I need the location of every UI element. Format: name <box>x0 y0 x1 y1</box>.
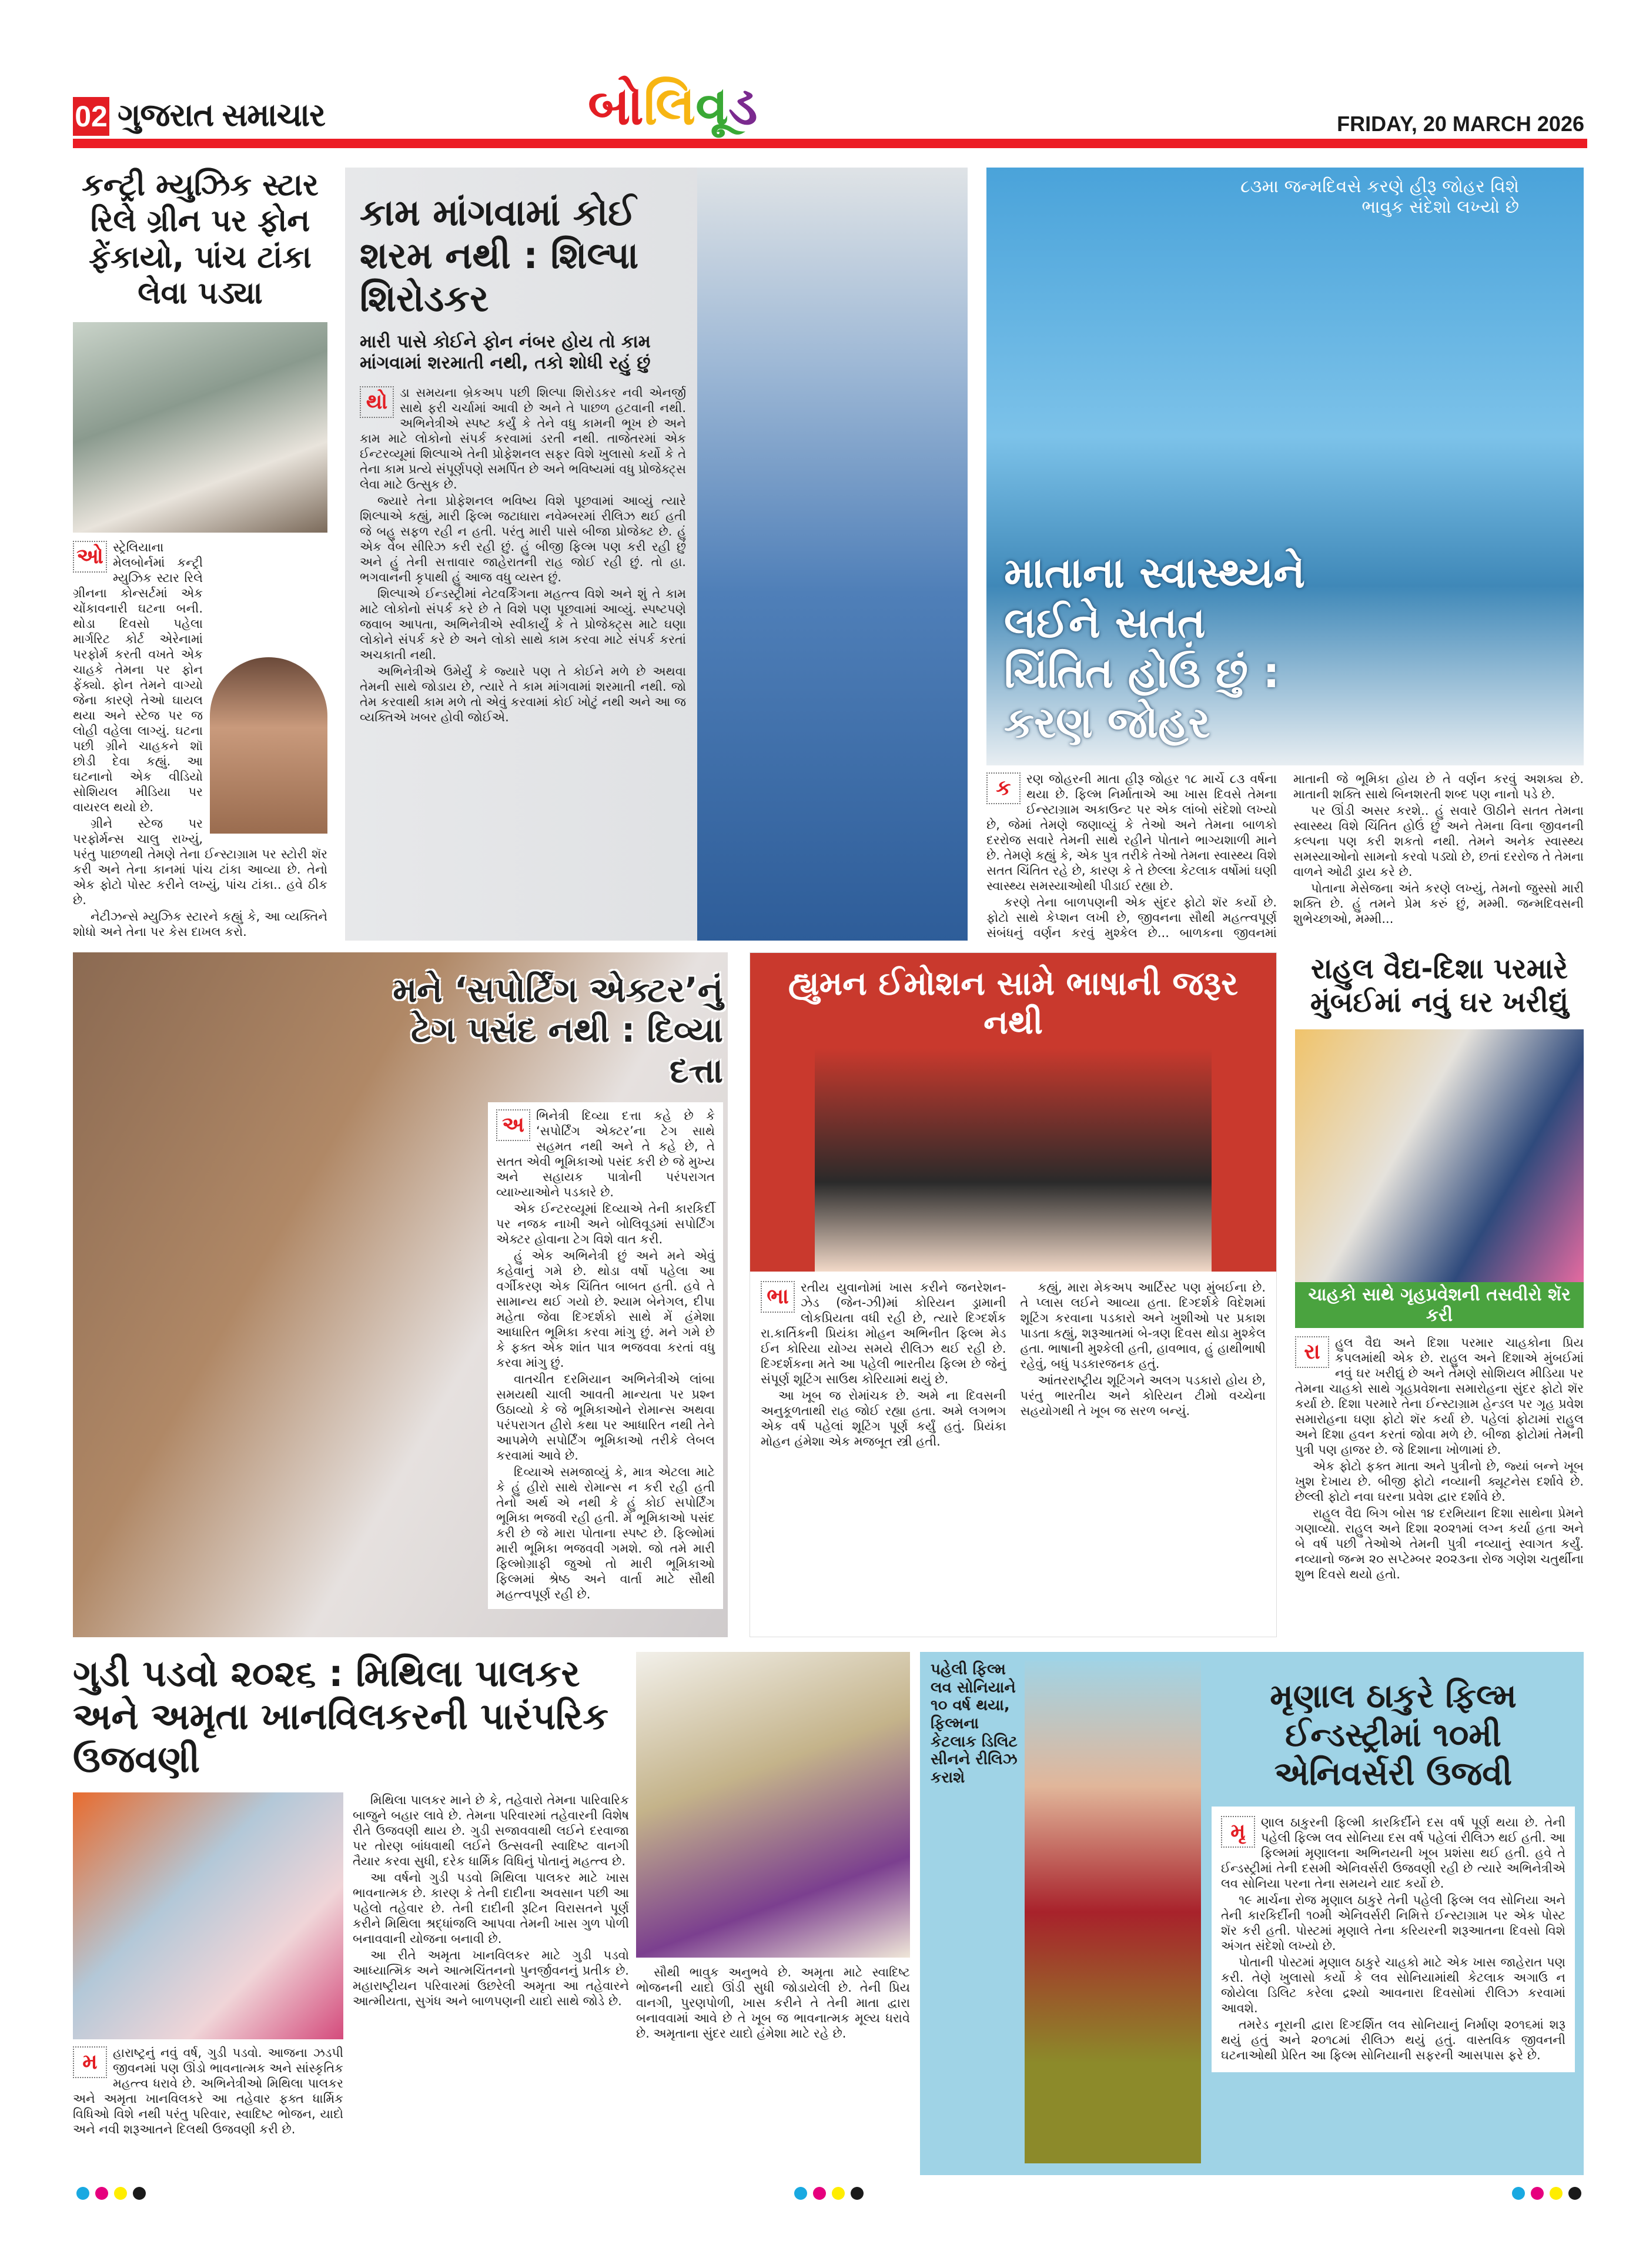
paragraph: હું એક અભિનેત્રી છું અને મને એવું કહેવાનું ગમે છે. થોડા વર્ષો પહેલા આ વર્ગીકરણ એક ચિંતિત બાબત હતી. હવે તે સામાન્ય થઈ ગયો છે. શ્યામ બેનેગલ, દીપા મહેતા જેવા દિગ્દર્શકો સાથે મેં હંમેશા આધારિત ભૂમિકા કરવા માંગુ છું. મને ગમે છે કે ફક્ત એક શાંત પાત્ર ભજવવા કરતાં વધુ કરવા માંગુ છું. <box>496 1249 715 1370</box>
drop-cap: ઓ <box>73 541 107 573</box>
paragraph: મિથિલા પાલકર માને છે કે, તહેવારો તેમના પારિવારિક બાજુને બહાર લાવે છે. તેમના પરિવારમાં તહેવારની વિશેષ રીતે ઉજવણી થાય છે. ગુડી સજાવવાથી લઈને દરવાજા પર તોરણ બાંધવાથી લઈને ઉત્સવની સ્વાદિષ્ટ વાનગી તૈયાર કરવા સુધી, દરેક ધાર્મિક વિધિનું પોતાનું મહત્ત્વ છે. <box>353 1793 629 1869</box>
paragraph: પોતાની પોસ્ટમાં મૃણાલ ઠાકુરે ચાહકો માટે એક ખાસ જાહેરાત પણ કરી. તેણે ખુલાસો કર્યો કે લવ સોનિયામાંથી કેટલાક અગાઉ ન જોયેલા ડિલિટ કરેલા દ્રશ્યો આવનારા દિવસોમાં રીલિઝ કરવામાં આવશે. <box>1221 1955 1565 2016</box>
mithila-palkar-photo <box>73 1792 343 2039</box>
article-body <box>73 2045 343 2138</box>
newspaper-name: ગુજરાત સમાચાર <box>118 98 325 133</box>
drop-cap: અ <box>496 1109 530 1141</box>
logo-letter: બો <box>588 77 644 136</box>
cast-figures <box>815 1048 1212 1272</box>
registration-dot <box>813 2187 826 2200</box>
paragraph: કરણે તેના બાળપણની એક સુંદર ફોટો શૅર કર્યો છે. ફોટો સાથે કેપ્શન લખી છે, જીવનના સૌથી મહત્ત્વપૂર્ણ સંબંધનું વર્ણન કરવું મુશ્કેલ છે... બાળકના જીવનમાં માતાની જે ભૂમિકા હોય છે તે વર્ણન કરવું અશક્ય છે. માતાની શક્તિ સાથે બિનશરતી શબ્દ પણ નાનો પડે છે. <box>986 772 1584 940</box>
gudi-column-right <box>636 1652 910 2175</box>
header-rule <box>73 139 1587 148</box>
article-karan-johar <box>986 168 1584 941</box>
registration-marks <box>1512 2187 1581 2200</box>
article-divya-dutta <box>73 952 728 1637</box>
article-mrunal-thakur <box>920 1652 1584 2175</box>
article-body <box>750 1272 1276 1457</box>
paragraph: એક ફોટો ફક્ત માતા અને પુત્રીનો છે, જ્યાં બન્ને ખૂબ ખુશ દેખાય છે. બીજી ફોટો નવ્યાની ક્યૂટનેસ દર્શાવે છે. છેલ્લી ફોટો નવા ઘરના પ્રવેશ દ્વાર દર્શાવે છે. <box>1295 1459 1584 1504</box>
registration-dot <box>794 2187 807 2200</box>
paragraph: હુલ વૈદ્ય અને દિશા પરમાર ચાહકોના પ્રિય કપલમાંથી એક છે. રાહુલ અને દિશાએ મુંબઈમાં નવું ઘર ખરીદ્યું છે અને તેમણે સોશિયલ મીડિયા પર તેમના ચાહકો સાથે ગૃહપ્રવેશના સમારોહના સુંદર ફોટો શૅર કર્યા છે. દિશા પરમારે તેના ઈન્સ્ટાગ્રામ હેન્ડલ પર ગૃહ પ્રવેશ સમારોહના ઘણા ફોટો શૅર કર્યા છે. પહેલાં ફોટામાં રાહુલ અને દિશા હવન કરતાં જોવા મળે છે. બીજા ફોટોમાં તેમની પુત્રી પણ હાજર છે. જે દિશાના ખોળામાં છે. <box>1295 1336 1584 1457</box>
actress-photo <box>210 657 327 834</box>
article-body <box>488 1102 723 1609</box>
registration-dot <box>1550 2187 1563 2200</box>
paragraph: પર ઊંડી અસર કરશે.. હું સવારે ઊઠીને સતત તેમના સ્વાસ્થ્ય વિશે ચિંતિત હોઉં છું અને તેમના વિના જીવનની કલ્પના પણ કરી શકતો નથી. તેમને અનેક સ્વાસ્થ્ય સમસ્યાઓનો સામનો કરવો પડ્યો છે, છતાં દરરોજ તે તેમના વાળને ઓઢી ડ્રાય કરે છે. <box>1293 804 1584 879</box>
paragraph: દિવ્યાએ સમજાવ્યું કે, માત્ર એટલા માટે કે હું હીરો સાથે રોમાન્સ ન કરી રહી હતી તેનો અર્થ એ નથી કે હું કોઈ સપોર્ટિંગ ભૂમિકા ભજવી રહી હતી. મેં ભૂમિકાઓ પસંદ કરી છે જે મારા પોતાના સ્પષ્ટ છે. ફિલ્મોમાં મારી ભૂમિકા ભજવવી ગમશે. જો તમે મારી ફિલ્મોગ્રાફી જુઓ તો મારી ભૂમિકાઓ ફિલ્મમાં શ્રેષ્ઠ અને વાર્તા માટે સૌથી મહત્ત્વપૂર્ણ રહી છે. <box>496 1465 715 1602</box>
drop-cap: રા <box>1295 1336 1329 1368</box>
paragraph: સૌથી ભાવુક અનુભવે છે. અમૃતા માટે સ્વાદિષ્ટ ભોજનની યાદો ઊંડી સુધી જોડાયેલી છે. તેની પ્રિય વાનગી, પુરણપોળી, ખાસ કરીને તે તેની માતા દ્વારા બનાવવામાં આવે છે તે ખૂબ જ ભાવનાત્મક મૂલ્ય ધરાવે છે. અમૃતાના સુંદર યાદો હંમેશા માટે રહે છે. <box>636 1965 910 2040</box>
paragraph: આંતરરાષ્ટ્રીય શૂટિંગને અલગ પડકારો હોય છે, પરંતુ ભારતીય અને કોરિયન ટીમો વચ્ચેના સહયોગથી તે ખૂબ જ સરળ બન્યું. <box>1020 1373 1266 1419</box>
headline: મૃણાલ ઠાકુરે ફિલ્મ ઈન્ડસ્ટ્રીમાં ૧૦મી એનિવર્સરી ઉજવી <box>1270 1677 1517 1794</box>
logo-letter: ડ <box>728 77 758 136</box>
headline: મને ‘સપોર્ટિંગ એક્ટર’નું ટેગ પસંદ નથી : દિવ્યા દત્તા <box>393 970 723 1090</box>
paragraph: રણ જોહરની માતા હીરૂ જોહર ૧૮ માર્ચે ૮૩ વર્ષના થયા છે. ફિલ્મ નિર્માતાએ આ ખાસ દિવસે તેમના ઈન્સ્ટાગ્રામ અકાઉન્ટ પર એક લાંબો સંદેશો લખ્યો છે, જેમાં તેમણે જણાવ્યું કે તેઓ અને તેમના બાળકો દરરોજ સવારે તેમની સાથે રહીને પોતાને ભાગ્યશાળી માને છે. તેમણે કહ્યું કે, એક પુત્ર તરીકે તેઓ તેમના સ્વાસ્થ્ય વિશે સતત ચિંતિત રહે છે, કારણ કે તે છેલ્લા કેટલાક વર્ષોમાં ઘણી સ્વાસ્થ્ય સમસ્યાઓથી પીડાઈ રહ્યા છે. <box>986 772 1277 893</box>
registration-marks <box>76 2187 146 2200</box>
headline: માતાના સ્વાસ્થ્યને લઈને સતત ચિંતિત હોઉં છું : કરણ જોહર <box>1004 548 1306 748</box>
housewarming-photo <box>1295 1029 1584 1282</box>
article-gudi-padwo <box>73 1652 629 2175</box>
article-body <box>1295 1335 1584 1583</box>
article-body <box>73 540 327 941</box>
registration-dot <box>1531 2187 1544 2200</box>
subheadline: મારી પાસે કોઈને ફોન નંબર હોય તો કામ માંગવામાં શરમાતી નથી, તકો શોધી રહું છું <box>360 332 651 373</box>
article-made-in-korea <box>750 952 1277 1637</box>
headline: રાહુલ વૈદ્ય-દિશા પરમારે મુંબઈમાં નવું ઘર ખરીદ્યું <box>1310 952 1569 1019</box>
mrunal-text <box>1212 1661 1575 2163</box>
drop-cap: થો <box>360 386 394 418</box>
article-rahul-vaidya <box>1295 952 1584 1637</box>
registration-dot <box>832 2187 845 2200</box>
registration-dot <box>1568 2187 1581 2200</box>
photo-caption: ચાહકો સાથે ગૃહપ્રવેશની તસવીરો શૅર કરી <box>1295 1282 1584 1328</box>
headline: કન્ટ્રી મ્યુઝિક સ્ટાર રિલે ગ્રીન પર ફોન ફેંકાયો, પાંચ ટાંકા લેવા પડ્યા <box>82 168 319 312</box>
riley-green-photo <box>73 322 327 533</box>
paragraph: ૧૯ માર્ચના રોજ મૃણાલ ઠાકુરે તેની પહેલી ફિલ્મ લવ સોનિયા અને તેની કારકિર્દીની ૧૦મી એનિવર્સરી નિમિત્તે ઈન્સ્ટાગ્રામ પર એક પોસ્ટ શૅર કરી હતી. પોસ્ટમાં મૃણાલે તેના કરિયરની શરૂઆતના દિવસો વિશે અંગત સંદેશો લખ્યો છે. <box>1221 1893 1565 1953</box>
mrunal-thakur-photo <box>1025 1661 1201 2163</box>
issue-date: FRIDAY, 20 MARCH 2026 <box>1337 112 1584 136</box>
shilpa-text <box>360 191 968 725</box>
registration-marks <box>794 2187 864 2200</box>
kicker: પહેલી ફિલ્મ લવ સોનિયાને ૧૦ વર્ષ થયા, ફિલ્મના કેટલાક ડિલિટ સીનને રીલિઝ કરાશે <box>931 1661 1018 1787</box>
registration-dot <box>1512 2187 1525 2200</box>
karan-johar-photo <box>986 168 1584 765</box>
drop-cap: મ <box>73 2046 107 2078</box>
paragraph: એક ઈન્ટરવ્યૂમાં દિવ્યાએ તેની કારકિર્દી પર નજક નાખી અને બોલિવૂડમાં સપોર્ટિંગ એક્ટર હોવાના ટેગ વિશે વાત કરી. <box>496 1202 715 1247</box>
paragraph: અભિનેત્રીએ ઉમેર્યું કે જ્યારે પણ તે કોઈને મળે છે અથવા તેમની સાથે જોડાય છે, ત્યારે તે કામ માંગવામાં શરમાતી નથી. જો તેમ કરવાથી કામ મળે તો એવું કરવામાં કોઈ ખોટું નથી અને આ જ વ્યક્તિએ ખબર હોવી જોઈએ. <box>360 664 686 725</box>
paragraph: આ વર્ષનો ગુડી પડવો મિથિલા પાલકર માટે ખાસ ભાવનાત્મક છે. કારણ કે તેની દાદીના અવસાન પછી આ પહેલો તહેવાર છે. તેની દાદીની રૂટિન વિરાસતને પૂર્ણ કરીને મિથિલા શ્રદ્ધાંજલિ આપવા તેમની ખાસ ગુળ પોળી બનાવવાની યોજના બનાવી છે. <box>353 1871 629 1946</box>
article-body <box>360 385 686 725</box>
paragraph: જ્યારે તેના પ્રોફેશનલ ભવિષ્ય વિશે પૂછવામાં આવ્યું ત્યારે શિલ્પાએ કહ્યું, મારી ફિલ્મ જટાધારા નવેમ્બરમાં રીલિઝ થઈ હતી જે બહુ સફળ રહી ન હતી. પરંતુ મારી પાસે બીજા પ્રોજેક્ટ છે. હું એક વેબ સીરિઝ કરી રહી છું. હું બીજી ફિલ્મ પણ કરી રહી છું અને હું તેની સત્તાવાર જાહેરાતની રાહ જોઈ રહી છું. તો હા. ભગવાનની કૃપાથી હું આજ વધુ વ્યસ્ત છું. <box>360 494 686 585</box>
headline: કામ માંગવામાં કોઈ શરમ નથી : શિલ્પા શિરોડકર <box>360 191 639 320</box>
drop-cap: ક <box>986 772 1021 804</box>
drop-cap: ભા <box>761 1281 795 1313</box>
row-top <box>0 168 1646 941</box>
article-shilpa-shirodkar <box>345 168 968 941</box>
paragraph: રતીય યુવાનોમાં ખાસ કરીને જનરેશન-ઝેડ (જેન-ઝી)માં કોરિયન ડ્રામાની લોકપ્રિયતા વધી રહી છે, ત્યારે દિગ્દર્શક રા.કાર્તિકની પ્રિયંકા મોહન અભિનીત ફિલ્મ મેડ ઈન કોરિયા યોગ્ય સમયે રીલિઝ થઈ રહી છે. દિગ્દર્શકના મતે આ પહેલી ભારતીય ફિલ્મ છે જેનું સંપૂર્ણ શૂટિંગ સાઉથ કોરિયામાં થયું છે. <box>761 1280 1006 1387</box>
amruta-khanvilkar-photo <box>636 1652 910 1958</box>
registration-dot <box>133 2187 146 2200</box>
paragraph: પોતાના મેસેજના અંતે કરણે લખ્યું, તેમનો જુસ્સો મારી શક્તિ છે. હું તમને પ્રેમ કરું છું, મમ્મી. જન્મદિવસની શુભેચ્છાઓ, મમ્મી... <box>1293 881 1584 926</box>
paragraph: સ્ટ્રેલિયાના મેલબોર્નમાં કન્ટ્રી મ્યુઝિક સ્ટાર રિલે ગ્રીનના કોન્સર્ટમાં એક ચોંકાવનારી ઘટના બની. થોડા દિવસો પહેલા માર્ગરિટ કોર્ટ એરેનામાં પરફોર્મ કરતી વખતે એક ચાહકે તેમના પર ફોન ફેંક્યો. ફોન તેમને વાગ્યો જેના કારણે તેઓ ઘાયલ થયા અને સ્ટેજ પર જ લોહી વહેલા લાગ્યું. ઘટના પછી ગ્રીને ચાહકને શૉ છોડી દેવા કહ્યું. આ ઘટનાનો એક વીડિયો સોશિયલ મીડિયા પર વાયરલ થયો છે. <box>73 540 203 814</box>
row-bottom <box>0 1652 1646 2175</box>
paragraph: ભિનેત્રી દિવ્યા દત્તા કહે છે કે ‘સપોર્ટિંગ એક્ટર’ના ટેગ સાથે સહમત નથી અને તે કહે છે, તે સતત એવી ભૂમિકાઓ પસંદ કરી છે જે મુખ્ય અને સહાયક પાત્રોની પરંપરાગત વ્યાખ્યાઓને પડકારે છે. <box>496 1109 715 1200</box>
page-number: 02 <box>73 97 109 136</box>
headline: ગુડી પડવો ૨૦૨૬ : મિથિલા પાલકર અને અમૃતા ખાનવિલકરની પારંપરિક ઉજવણી <box>73 1652 608 1781</box>
article-body-continued <box>353 1792 629 2138</box>
paragraph: હારાષ્ટ્રનું નવું વર્ષ, ગુડી પડવો. આજના ઝડપી જીવનમાં પણ ઊંડો ભાવનાત્મક અને સાંસ્કૃતિક મહત્ત્વ ધરાવે છે. અભિનેત્રીઓ મિથિલા પાલકર અને અમૃતા ખાનવિલકરે આ તહેવાર ફક્ત ધાર્મિક વિધિઓ વિશે નથી પરંતુ પરિવાર, સ્વાદિષ્ટ ભોજન, યાદો અને નવી શરૂઆતને દિલથી ઉજવણી કરી છે. <box>73 2046 343 2137</box>
article-body <box>986 771 1584 941</box>
registration-dot <box>95 2187 108 2200</box>
drop-cap: મૃ <box>1221 1816 1255 1848</box>
gudi-columns <box>73 1792 629 2138</box>
paragraph: તમરેડ નૂરાની દ્વારા દિગ્દર્શિત લવ સોનિયાનું નિર્માણ ૨૦૧૬માં શરૂ થયું હતું અને ૨૦૧૮માં રીલિઝ થયું હતું. વાસ્તવિક જીવનની ઘટનાઓથી પ્રેરિત આ ફિલ્મ સોનિયાની સફરની આસપાસ ફરે છે. <box>1221 2018 1565 2063</box>
row-middle <box>0 952 1646 1637</box>
made-in-korea-cast-photo <box>750 953 1276 1272</box>
paragraph: વાતચીત દરમિયાન અભિનેત્રીએ લાંબા સમયથી ચાલી આવતી માન્યતા પર પ્રશ્ન ઉઠાવ્યો કે જે ભૂમિકાઓને રોમાન્સ અથવા પરંપરાગત હીરો કથા પર આધારિત નથી તેને આપમેળે સપોર્ટિંગ ભૂમિકાઓ તરીકે લેબલ કરવામાં આવે છે. <box>496 1372 715 1463</box>
paragraph: નેટીઝન્સે મ્યુઝિક સ્ટારને કહ્યું કે, આ વ્યક્તિને શોધો અને તેના પર કેસ દાખલ કરો. <box>73 909 327 939</box>
registration-dot <box>114 2187 127 2200</box>
article-body <box>1212 1807 1575 2072</box>
masthead <box>0 0 1646 168</box>
paragraph: ડા સમયના બ્રેકઅપ પછી શિલ્પા શિરોડકર નવી એનર્જી સાથે ફરી ચર્ચામાં આવી છે અને તે પાછળ હટવાની નથી. અભિનેત્રીએ સ્પષ્ટ કર્યું કે તેને વધુ કામની ભૂખ છે અને કામ માટે લોકોનો સંપર્ક કરવામાં ડરતી નથી. તાજેતરમાં એક ઈન્ટરવ્યૂમાં શિલ્પાએ તેની પ્રોફેશનલ સફર વિશે ખુલાસો કર્યો કે તે તેના કામ પ્રત્યે સંપૂર્ણપણે સમર્પિત છે અને ભવિષ્યમાં વધુ પ્રોજેક્ટ્સ લેવા માટે ઉત્સુક છે. <box>360 386 686 492</box>
logo-letter: વૂ <box>695 77 729 136</box>
kicker: ૮૩મા જન્મદિવસે કરણે હીરૂ જોહર વિશે ભાવુક સંદેશો લખ્યો છે <box>1240 176 1519 218</box>
registration-dot <box>76 2187 89 2200</box>
article-riley-green <box>73 168 327 941</box>
paragraph: ણાલ ઠાકુરની ફિલ્મી કારકિર્દીને દસ વર્ષ પૂર્ણ થયા છે. તેની પહેલી ફિલ્મ લવ સોનિયા દસ વર્ષ પહેલાં રીલિઝ થઈ હતી. આ ફિલ્મમાં મૃણાલના અભિનયની ખૂબ પ્રશંસા થઈ હતી. હવે તે ઈન્ડસ્ટ્રીમાં તેની દસમી એનિવર્સરી ઉજવણી રહી છે ત્યારે અભિનેત્રીએ લવ સોનિયા પરના તેના સમયને યાદ કર્યો છે. <box>1221 1815 1565 1891</box>
paragraph: રાહુલ વૈદ્ય બિગ બોસ ૧૪ દરમિયાન દિશા સાથેના પ્રેમને ગણાવ્યો. રાહુલ અને દિશા ૨૦૨૧માં લગ્ન કર્યા હતા અને બે વર્ષ પછી તેઓએ તેમની પુત્રી નવ્યાનું સ્વાગત કર્યું. નવ્યાનો જન્મ ૨૦ સપ્ટેમ્બર ૨૦૨૩ના રોજ ગણેશ ચતુર્થીના શુભ દિવસે થયો હતો. <box>1295 1506 1584 1582</box>
headline: હ્યુમન ઈમોશન સામે ભાષાની જરૂર નથી <box>788 965 1239 1042</box>
paragraph: આ રીતે અમૃતા ખાનવિલકર માટે ગુડી પડવો આધ્યાત્મિક અને આત્મચિંતનનો પુનર્જીવનનું પ્રતીક છે. મહારાષ્ટ્રીયન પરિવારમાં ઉછરેલી અમૃતા આ તહેવારને આત્મીયતા, સુગંધ અને બાળપણની યાદો સાથે જોડે છે. <box>353 1948 629 2009</box>
registration-dot <box>851 2187 864 2200</box>
section-logo-bollywood <box>588 76 758 138</box>
paragraph: કહ્યું, મારા મેકઅપ આર્ટિસ્ટ પણ મુંબઈના છે. તે પ્લાસ લઈને આવ્યા હતા. દિગ્દર્શકે વિદેશમાં શૂટિંગ કરવાના પડકારો અને ખુશીઓ પર પ્રકાશ પાડતા કહ્યું, શરૂઆતમાં બે-ત્રણ દિવસ થોડા મુશ્કેલ હતા. ભાષાની મુશ્કેલી હતી, હાવભાવ, હું હાથીભાષી રહેવું, બધું પડકારજનક હતું. <box>1020 1280 1266 1371</box>
paragraph: ગ્રીને સ્ટેજ પર પરફોર્મન્સ ચાલુ રાખ્યું, પરંતુ પાછળથી તેમણે તેના ઈન્સ્ટાગ્રામ પર સ્ટોરી શૅર કરી અને તેના કાનમાં પાંચ ટાંકા આવ્યા છે. તેનો એક ફોટો પોસ્ટ કરીને લખ્યું, પાંચ ટાંકા.. હવે ઠીક છે. <box>73 817 327 907</box>
gudi-column-left <box>73 1792 343 2138</box>
article-body-continued <box>636 1965 910 2042</box>
paragraph: શિલ્પાએ ઈન્ડસ્ટ્રીમાં નેટવર્કિંગના મહત્ત્વ વિશે અને શું તે કામ માટે લોકોનો સંપર્ક કરે છે તે વિશે પણ પૂછવામાં આવ્યું. સ્પષ્ટપણે જવાબ આપતા, અભિનેત્રીએ સ્વીકાર્યું કે તે પ્રોજેક્ટ્સ માટે ઘણા લોકોને સંપર્ક કરે છે અને લોકો સાથે કામ કરવા માટે સંપર્ક કરતાં અચકાતી નથી. <box>360 587 686 663</box>
logo-letter: લિ <box>643 77 696 136</box>
paragraph: આ ખૂબ જ રોમાંચક છે. અમે ના દિવસની અનુકૂળતાથી રાહ જોઈ રહ્યા હતા. અમે લગભગ એક વર્ષ પહેલાં શૂટિંગ પૂર્ણ કર્યું હતું. પ્રિયંકા મોહન હંમેશા એક મજબૂત સ્ત્રી હતી. <box>761 1389 1006 1449</box>
registration-marks-row <box>0 2175 1646 2212</box>
